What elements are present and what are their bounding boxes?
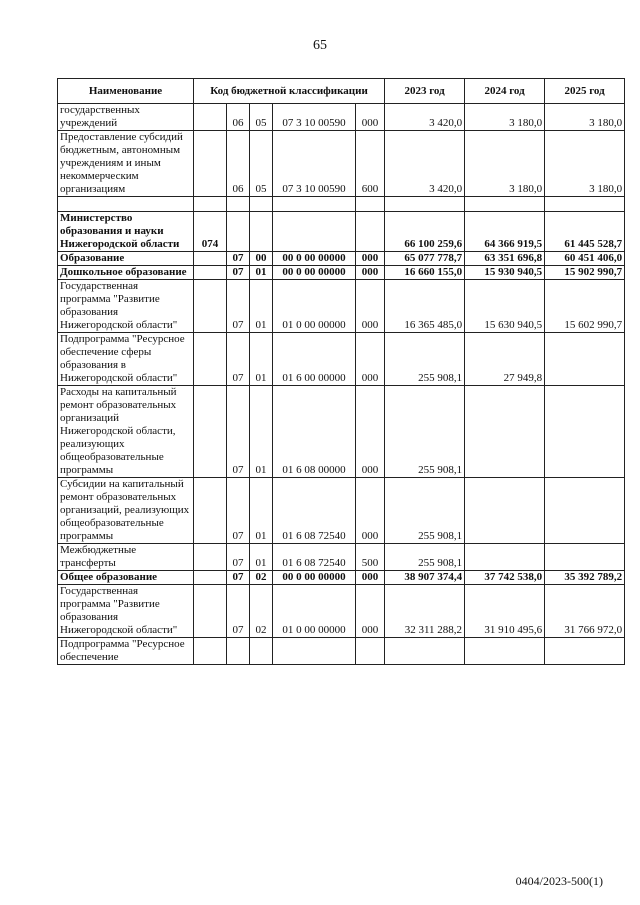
row-pr: 05 (250, 131, 273, 197)
row-2024 (465, 386, 545, 478)
row-2023: 255 908,1 (385, 478, 465, 544)
row-vr: 000 (356, 333, 385, 386)
header-2025: 2025 год (545, 79, 625, 104)
row-name: Межбюджетные трансферты (58, 544, 194, 571)
row-pr: 00 (250, 252, 273, 266)
row-vr (356, 212, 385, 252)
row-csr: 01 6 08 72540 (273, 478, 356, 544)
header-2024: 2024 год (465, 79, 545, 104)
row-vr: 000 (356, 571, 385, 585)
row-2024: 3 180,0 (465, 131, 545, 197)
row-2023 (385, 638, 465, 665)
budget-table (57, 78, 625, 665)
row-name: Общее образование (58, 571, 194, 585)
row-2023: 3 420,0 (385, 104, 465, 131)
row-2024: 31 910 495,6 (465, 585, 545, 638)
row-rz: 07 (227, 571, 250, 585)
row-2025 (545, 478, 625, 544)
row-rz: 07 (227, 544, 250, 571)
row-2025: 15 902 990,7 (545, 266, 625, 280)
table-row (58, 212, 625, 252)
table-row (58, 280, 625, 333)
row-vr: 000 (356, 386, 385, 478)
row-2024 (465, 478, 545, 544)
row-2025 (545, 386, 625, 478)
row-2023: 255 908,1 (385, 333, 465, 386)
row-name: Субсидии на капитальный ремонт образовательных организаций, реализующих общеобразовательные программы (58, 478, 194, 544)
row-rz: 06 (227, 131, 250, 197)
row-ved (194, 280, 227, 333)
header-name: Наименование (58, 79, 194, 104)
row-csr: 01 6 08 72540 (273, 544, 356, 571)
row-vr: 000 (356, 266, 385, 280)
row-pr: 01 (250, 266, 273, 280)
spacer-row (58, 197, 625, 212)
row-ved (194, 131, 227, 197)
row-csr: 01 6 00 00000 (273, 333, 356, 386)
row-csr: 00 0 00 00000 (273, 252, 356, 266)
row-2023: 255 908,1 (385, 386, 465, 478)
table-row (58, 131, 625, 197)
row-2025: 3 180,0 (545, 104, 625, 131)
table-header-row (58, 79, 625, 104)
row-2025 (545, 544, 625, 571)
row-rz: 07 (227, 333, 250, 386)
row-name: Государственная программа "Развитие образования Нижегородской области" (58, 280, 194, 333)
row-pr (250, 638, 273, 665)
row-rz: 07 (227, 266, 250, 280)
row-2025: 15 602 990,7 (545, 280, 625, 333)
row-2023: 65 077 778,7 (385, 252, 465, 266)
row-rz: 07 (227, 478, 250, 544)
row-ved (194, 571, 227, 585)
row-ved (194, 333, 227, 386)
row-rz: 07 (227, 386, 250, 478)
row-ved (194, 638, 227, 665)
row-rz: 07 (227, 585, 250, 638)
row-pr: 02 (250, 571, 273, 585)
row-ved (194, 266, 227, 280)
row-vr: 600 (356, 131, 385, 197)
row-csr (273, 638, 356, 665)
table-row (58, 478, 625, 544)
row-rz (227, 638, 250, 665)
row-csr: 01 6 08 00000 (273, 386, 356, 478)
row-name: Подпрограмма "Ресурсное обеспечение сферы образования в Нижегородской области" (58, 333, 194, 386)
row-ved: 074 (194, 212, 227, 252)
header-code: Код бюджетной классификации (194, 79, 385, 104)
row-name: Расходы на капитальный ремонт образовательных организаций Нижегородской области, реализующих общеобразовательные программы (58, 386, 194, 478)
footer-code: 0404/2023-500(1) (515, 874, 603, 888)
row-pr (250, 212, 273, 252)
row-pr: 01 (250, 478, 273, 544)
row-vr: 000 (356, 585, 385, 638)
row-2025: 3 180,0 (545, 131, 625, 197)
row-csr: 00 0 00 00000 (273, 571, 356, 585)
row-2025 (545, 638, 625, 665)
row-2024: 27 949,8 (465, 333, 545, 386)
row-csr: 07 3 10 00590 (273, 104, 356, 131)
row-pr: 01 (250, 386, 273, 478)
row-2025: 35 392 789,2 (545, 571, 625, 585)
table-row (58, 585, 625, 638)
row-name: Образование (58, 252, 194, 266)
row-pr: 01 (250, 544, 273, 571)
row-vr: 000 (356, 280, 385, 333)
row-rz: 06 (227, 104, 250, 131)
row-2023: 32 311 288,2 (385, 585, 465, 638)
table-row (58, 571, 625, 585)
table-row (58, 252, 625, 266)
row-2024: 3 180,0 (465, 104, 545, 131)
row-pr: 01 (250, 333, 273, 386)
row-pr: 05 (250, 104, 273, 131)
row-vr: 500 (356, 544, 385, 571)
row-2023: 16 365 485,0 (385, 280, 465, 333)
row-2024 (465, 544, 545, 571)
row-name: Государственная программа "Развитие образования Нижегородской области" (58, 585, 194, 638)
row-2023: 66 100 259,6 (385, 212, 465, 252)
row-ved (194, 252, 227, 266)
table-row (58, 638, 625, 665)
row-2025: 60 451 406,0 (545, 252, 625, 266)
row-csr: 00 0 00 00000 (273, 266, 356, 280)
row-name: Предоставление субсидий бюджетным, автономным учреждениям и иным некоммерческим организациям (58, 131, 194, 197)
row-rz (227, 212, 250, 252)
row-vr: 000 (356, 104, 385, 131)
row-2024: 15 930 940,5 (465, 266, 545, 280)
row-2024: 15 630 940,5 (465, 280, 545, 333)
row-name: Дошкольное образование (58, 266, 194, 280)
row-rz: 07 (227, 252, 250, 266)
row-2024: 37 742 538,0 (465, 571, 545, 585)
row-csr: 01 0 00 00000 (273, 280, 356, 333)
row-2023: 16 660 155,0 (385, 266, 465, 280)
row-2025: 31 766 972,0 (545, 585, 625, 638)
row-vr: 000 (356, 252, 385, 266)
row-vr (356, 638, 385, 665)
row-ved (194, 478, 227, 544)
row-2025 (545, 333, 625, 386)
row-pr: 02 (250, 585, 273, 638)
row-pr: 01 (250, 280, 273, 333)
row-ved (194, 386, 227, 478)
row-vr: 000 (356, 478, 385, 544)
table-row (58, 266, 625, 280)
row-csr (273, 212, 356, 252)
row-2024: 64 366 919,5 (465, 212, 545, 252)
row-name: Министерство образования и науки Нижегородской области (58, 212, 194, 252)
row-rz: 07 (227, 280, 250, 333)
page-number: 65 (313, 38, 327, 53)
row-2025: 61 445 528,7 (545, 212, 625, 252)
row-name: Подпрограмма "Ресурсное обеспечение (58, 638, 194, 665)
row-ved (194, 585, 227, 638)
header-2023: 2023 год (385, 79, 465, 104)
table-row (58, 104, 625, 131)
row-2024 (465, 638, 545, 665)
row-csr: 07 3 10 00590 (273, 131, 356, 197)
row-2023: 255 908,1 (385, 544, 465, 571)
row-csr: 01 0 00 00000 (273, 585, 356, 638)
row-ved (194, 104, 227, 131)
table-row (58, 386, 625, 478)
row-2023: 38 907 374,4 (385, 571, 465, 585)
row-2023: 3 420,0 (385, 131, 465, 197)
row-ved (194, 544, 227, 571)
row-2024: 63 351 696,8 (465, 252, 545, 266)
row-name: государственных учреждений (58, 104, 194, 131)
table-row (58, 544, 625, 571)
table-row (58, 333, 625, 386)
